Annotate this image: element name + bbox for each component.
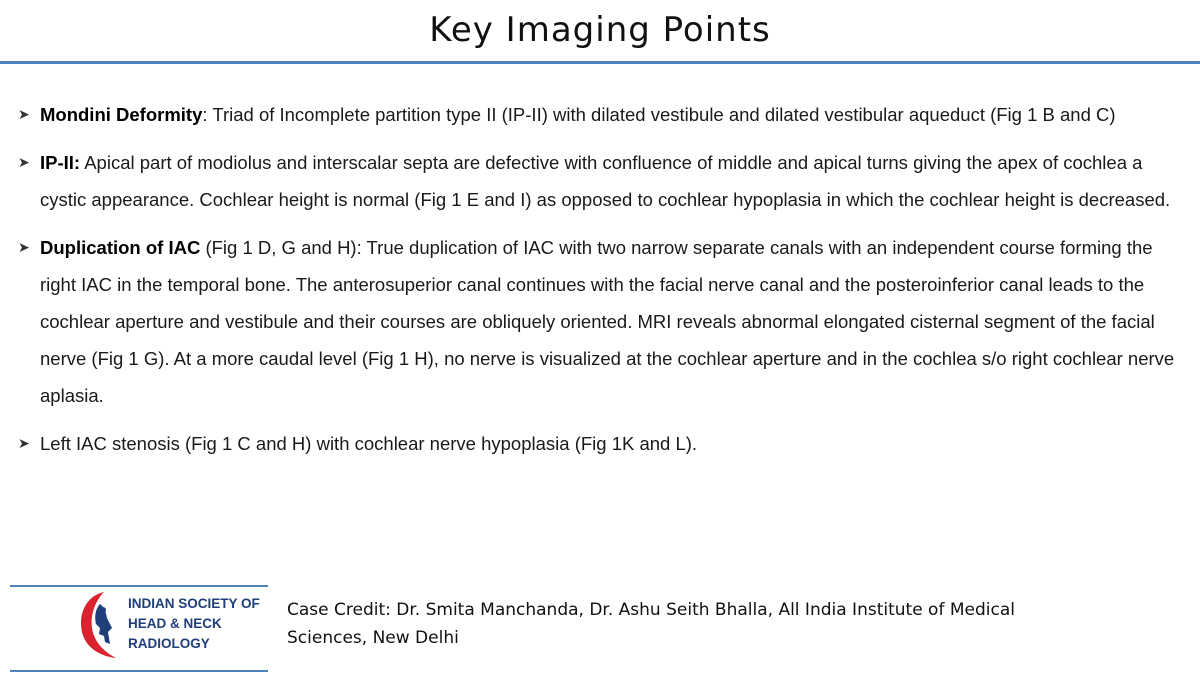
case-credit: Case Credit: Dr. Smita Manchanda, Dr. Ashu Seith Bhalla, All India Institute of Medical Sciences, New Delhi (287, 600, 1015, 648)
logo-line-3: RADIOLOGY (128, 636, 210, 651)
page-title: Key Imaging Points (429, 10, 771, 50)
bullet-heading: Mondini Deformity (40, 104, 203, 125)
bullet-arrow-icon: ➤ (18, 435, 30, 451)
bullet-text: Apical part of modiolus and interscalar septa are defective with confluence of middle and apical turns giving the apex of cochlea a cystic appearance. Cochlear height is normal (Fig 1 E and I) as opposed to cochlear hypoplasia in which the cochlear height is decreased. (40, 152, 1171, 210)
bullet-item-mondini (18, 96, 1188, 133)
bullet-list (18, 96, 1188, 462)
bullet-heading: IP-II: (40, 152, 81, 173)
bullet-arrow-icon: ➤ (18, 106, 30, 122)
logo-text (128, 594, 260, 654)
logo-line-2: HEAD & NECK (128, 616, 222, 631)
bullet-text: : Triad of Incomplete partition type II (IP-II) with dilated vestibule and dilated vestibular aqueduct (Fig 1 B and C) (202, 104, 1116, 125)
bullet-item-duplication-iac (18, 229, 1188, 414)
logo-bottom-divider (10, 670, 268, 672)
logo-top-divider (10, 585, 268, 587)
title-divider (0, 61, 1200, 64)
bullet-text: Left IAC stenosis (Fig 1 C and H) with cochlear nerve hypoplasia (Fig 1K and L). (40, 433, 698, 454)
society-logo (74, 588, 264, 662)
bullet-text: (Fig 1 D, G and H): True duplication of IAC with two narrow separate canals with an independent course forming the right IAC in the temporal bone. The anterosuperior canal continues with the facial nerve canal and the posteroinferior canal leads to the cochlear aperture and vestibule and their courses are obliquely oriented. MRI reveals abnormal elongated cisternal segment of the facial nerve (Fig 1 G). At a more caudal level (Fig 1 H), no nerve is visualized at the cochlear aperture and in the cochlea s/o right cochlear nerve aplasia. (40, 237, 1175, 406)
logo-line-1: INDIAN SOCIETY OF (128, 596, 260, 611)
bullet-item-iac-stenosis (18, 425, 1188, 462)
head-neck-logo-icon (74, 588, 126, 662)
bullet-heading: Duplication of IAC (40, 237, 201, 258)
bullet-arrow-icon: ➤ (18, 154, 30, 170)
bullet-arrow-icon: ➤ (18, 239, 30, 255)
bullet-item-ip-ii (18, 144, 1188, 218)
